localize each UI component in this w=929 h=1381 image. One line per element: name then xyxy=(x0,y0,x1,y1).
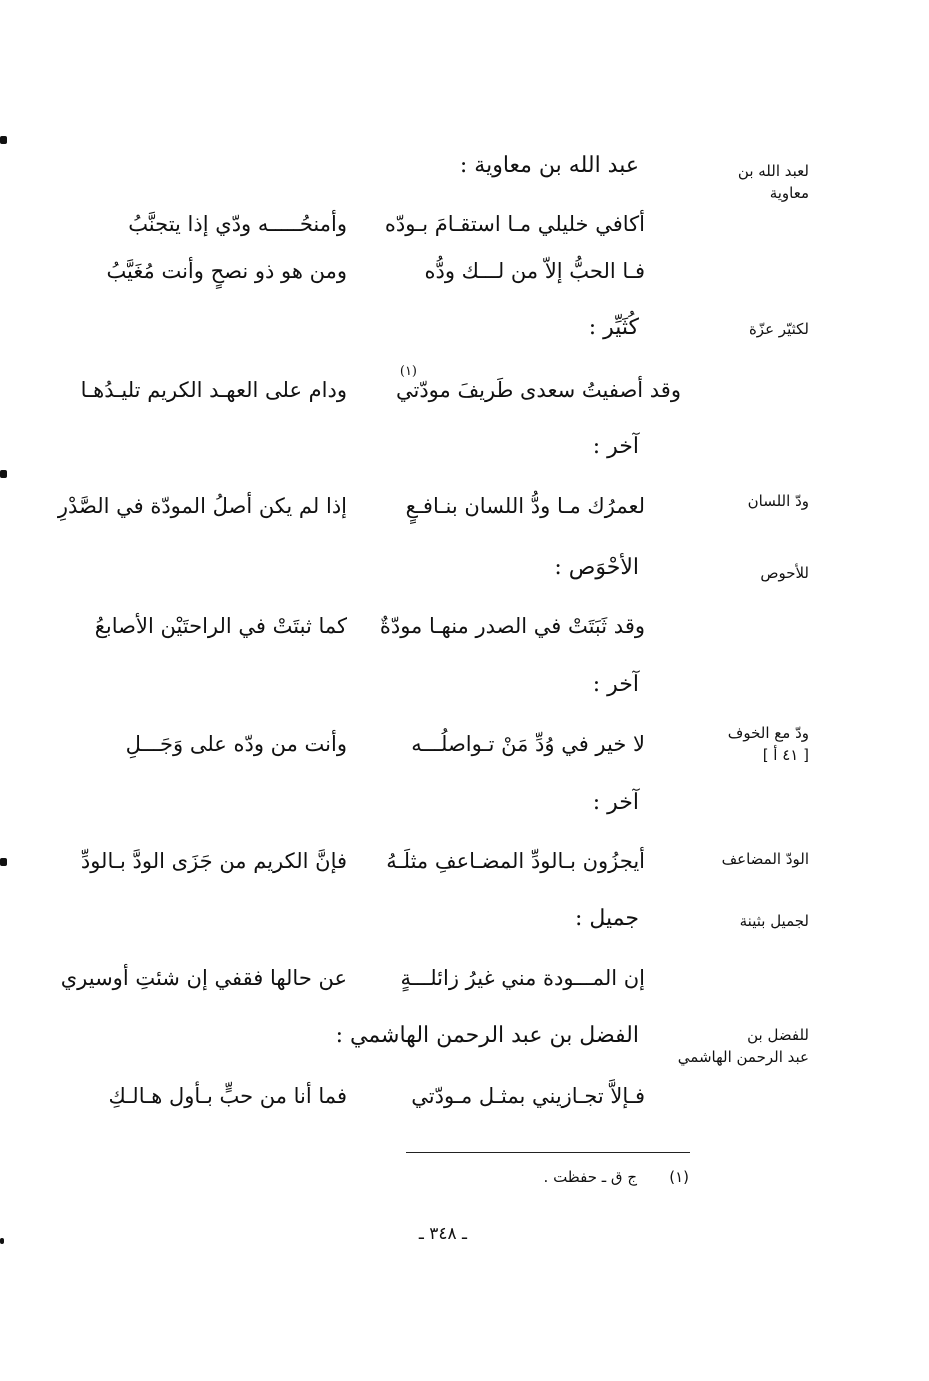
margin-note: الودّ المضاعف xyxy=(721,850,809,868)
verse-first-hemistich: فـا الحبُّ إلاّ من لـــك ودُّه xyxy=(424,259,645,283)
margin-note: ودّ مع الخوف [ ٤١ أ ] xyxy=(727,724,809,764)
margin-note: لجميل بثينة xyxy=(739,912,809,930)
footnote-marker: (١) xyxy=(399,364,417,379)
poet-attribution: آخر : xyxy=(592,790,639,815)
verse-second-hemistich: فما أنا من حبٍّ بـأول هـالـكِ xyxy=(108,1084,347,1108)
poet-attribution: الأحْوَص : xyxy=(554,555,639,580)
poet-attribution: آخر : xyxy=(592,672,639,697)
verse-second-hemistich: فإنَّ الكريم من جَزَى الودَّ بـالودِّ xyxy=(80,849,347,873)
footnote-rule xyxy=(406,1152,690,1153)
verse-first-hemistich: أكافي خليلي مـا استقـامَ بـودّه xyxy=(384,212,645,236)
verse-second-hemistich: إذا لم يكن أصلُ المودّة في الصَّدْرِ xyxy=(57,494,347,518)
verse-first-hemistich: فـإلاَّ تجـازيني بمثـل مـودّتي xyxy=(411,1084,645,1108)
verse-second-hemistich: ودام على العهـد الكريم تليـدُهـا xyxy=(80,378,347,402)
edge-mark xyxy=(0,1238,4,1244)
footnote-text: ج ق ـ حفظت . xyxy=(543,1168,637,1186)
poet-attribution: جميل : xyxy=(574,906,639,931)
verse-first-hemistich: لعمرُك مـا ودُّ اللسان بنـافـعٍ xyxy=(405,494,645,518)
verse-second-hemistich: ومن هو ذو نصحٍ وأنت مُغَيَّبُ xyxy=(106,259,347,283)
poet-attribution: عبد الله بن معاوية : xyxy=(459,153,639,178)
verse-second-hemistich: وأمنحُـــــه ودّي إذا يتجنَّبُ xyxy=(128,212,347,236)
margin-note: لعبد الله بن معاوية xyxy=(737,162,809,202)
verse-second-hemistich: كما ثبتَتْ في الراحتَيْن الأصابعُ xyxy=(94,614,347,638)
margin-note: للأحوص xyxy=(760,564,809,582)
verse-second-hemistich: عن حالها فقفي إن شئتِ أوسيري xyxy=(60,966,347,990)
edge-mark xyxy=(0,470,7,478)
page-number: ـ ٣٤٨ ـ xyxy=(418,1224,467,1244)
verse-first-hemistich: إن المـــودة مني غيرُ زائلـــةٍ xyxy=(400,966,645,990)
poet-attribution: آخر : xyxy=(592,434,639,459)
verse-first-hemistich: وقد ثَبَتَتْ في الصدر منهـا مودّةٌ xyxy=(379,614,645,638)
footnote-number: (١) xyxy=(669,1168,689,1186)
edge-mark xyxy=(0,858,7,866)
poet-attribution: كُثَيِّر : xyxy=(588,315,639,340)
verse-first-hemistich: لا خير في وُدِّ مَنْ تـواصلُـــه xyxy=(411,732,645,756)
verse-second-hemistich: وأنت من ودّه على وَجَـــلِ xyxy=(125,732,347,756)
margin-note: ودّ اللسان xyxy=(747,492,809,510)
margin-note: لكثيّر عزّة xyxy=(748,320,809,338)
verse-first-hemistich: أيجزُون بـالودِّ المضـاعفِ مثلَـهُ xyxy=(386,849,645,873)
edge-mark xyxy=(0,136,7,144)
verse-first-hemistich: وقد أصفيتُ سعدى طَريفَ مودّتي xyxy=(395,378,681,402)
margin-note: للفضل بن عبد الرحمن الهاشمي xyxy=(677,1026,809,1066)
poet-attribution: الفضل بن عبد الرحمن الهاشمي : xyxy=(335,1023,639,1048)
